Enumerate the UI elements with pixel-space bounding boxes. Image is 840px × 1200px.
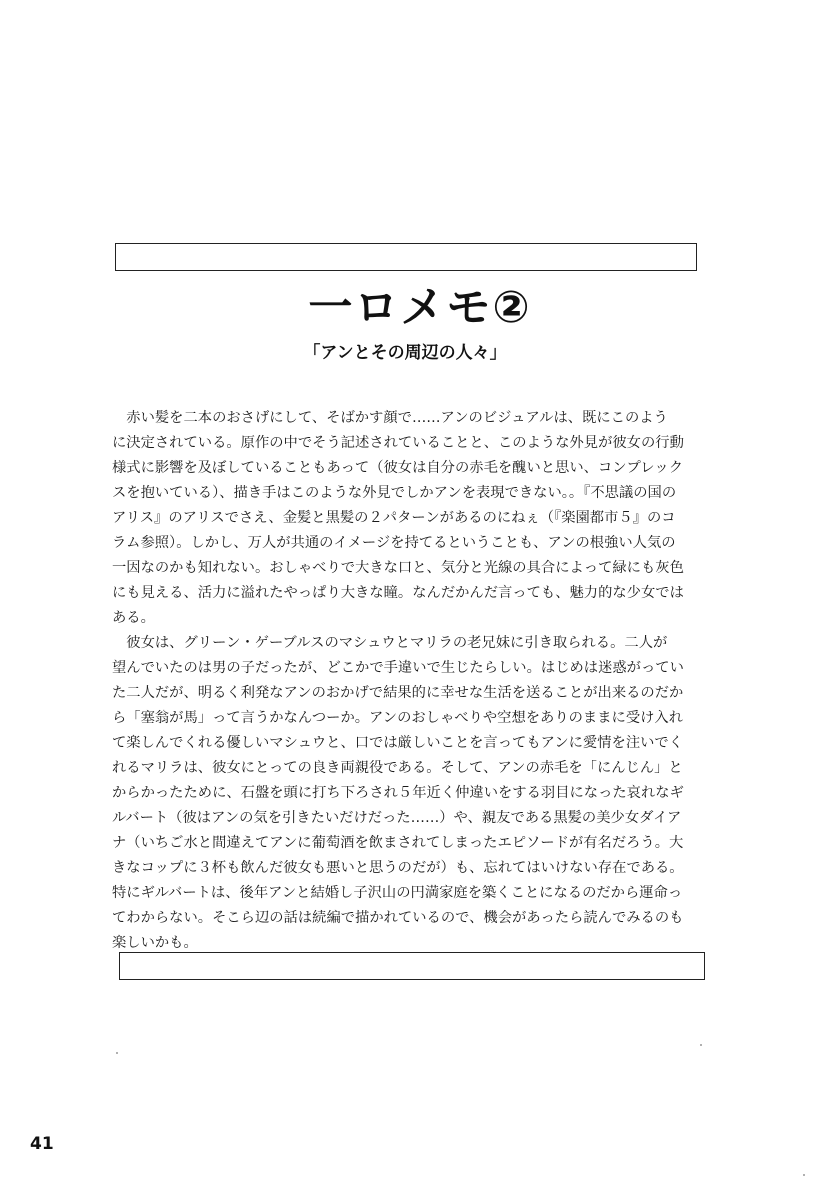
body-text (112, 406, 712, 956)
body-line: きなコップに３杯も飲んだ彼女も悪いと思うのだが）も、忘れてはいけない存在である。 (112, 860, 684, 876)
body-line: てわからない。そこら辺の話は続編で描かれているので、機会があったら読んでみるのも (112, 910, 684, 926)
body-line: ラム参照）。しかし、万人が共通のイメージを持てるということも、アンの根強い人気の (112, 535, 676, 551)
scan-speck (700, 1044, 702, 1046)
body-line: て楽しんでくれる優しいマシュウと、口では厳しいことを言ってもアンに愛情を注いでく (112, 735, 684, 751)
page-title: 一ロメモ② (308, 282, 532, 333)
body-line: からかったために、石盤を頭に打ち下ろされ５年近く仲違いをする羽目になった哀れなギ (112, 785, 684, 801)
body-line: 一因なのかも知れない。おしゃべりで大きな口と、気分と光線の具合によって緑にも灰色 (112, 560, 684, 576)
body-line: 特にギルバートは、後年アンと結婚し子沢山の円満家庭を築くことになるのだから運命っ (112, 885, 683, 901)
page-number: 41 (30, 1134, 54, 1154)
body-line: 彼女は、グリーン・ゲーブルスのマシュウとマリラの老兄妹に引き取られる。二人が (112, 635, 668, 651)
body-line: れるマリラは、彼女にとっての良き両親役である。そして、アンの赤毛を「にんじん」と (112, 760, 683, 776)
body-line: にも見える、活力に溢れたやっぱり大きな瞳。なんだかんだ言っても、魅力的な少女では (112, 585, 684, 601)
body-line: た二人だが、明るく利発なアンのおかげで結果的に幸せな生活を送ることが出来るのだか (112, 685, 684, 701)
body-line: スを抱いている）、描き手はこのような外見でしかアンを表現できない。。『不思議の国の (112, 485, 677, 501)
bottom-frame-box (119, 952, 705, 980)
body-line: アリス』のアリスでさえ、金髪と黒髪の２パターンがあるのにねぇ（『楽園都市５』のコ (112, 510, 676, 526)
body-line: ナ（いちご水と間違えてアンに葡萄酒を飲まされてしまったエピソードが有名だろう。大 (112, 835, 684, 851)
scan-speck (116, 1052, 118, 1054)
body-line: ルバート（彼はアンの気を引きたいだけだった……）や、親友である黒髪の美少女ダイア (112, 810, 682, 826)
scan-speck (803, 1174, 805, 1176)
body-line: に決定されている。原作の中でそう記述されていることと、このような外見が彼女の行動 (112, 435, 684, 451)
body-line: 楽しいかも。 (112, 935, 198, 951)
top-frame-box (115, 243, 697, 271)
body-line: 赤い髪を二本のおさげにして、そばかす顔で……アンのビジュアルは、既にこのよう (112, 410, 668, 426)
body-line: 様式に影響を及ぼしていることもあって（彼女は自分の赤毛を醜いと思い、コンプレック (112, 460, 684, 476)
body-line: ら「塞翁が馬」って言うかなんつーか。アンのおしゃべりや空想をありのままに受け入れ (112, 710, 684, 726)
page-subtitle: 「アンとその周辺の人々」 (303, 343, 507, 363)
body-line: ある。 (112, 610, 155, 626)
body-line: 望んでいたのは男の子だったが、どこかで手違いで生じたらしい。はじめは迷惑がってい (112, 660, 684, 676)
